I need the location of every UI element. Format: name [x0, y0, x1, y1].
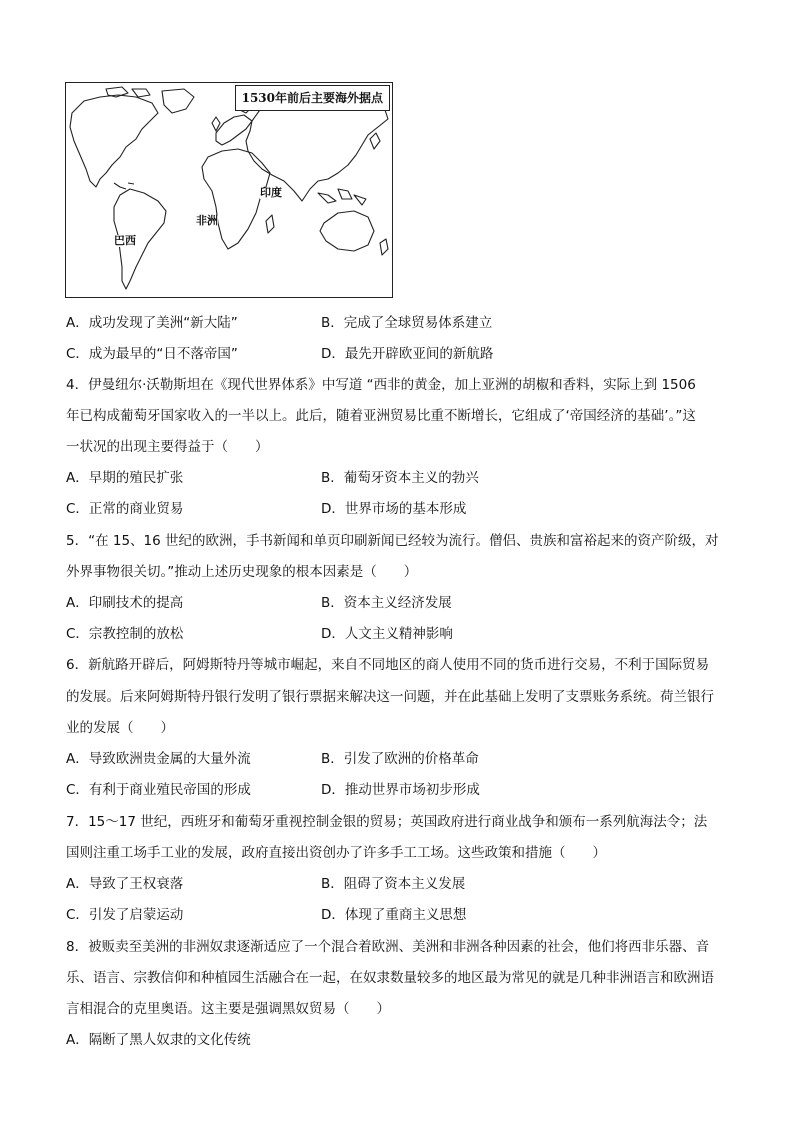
new-zealand-outline [380, 239, 388, 255]
q7-option-d: D．体现了重商主义思想 [321, 907, 467, 923]
q6-stem-line-2: 的发展。后来阿姆斯特丹银行发明了银行票据来解决这一问题，并在此基础上发明了支票账务系统。荷兰银行 [66, 689, 714, 705]
q4-stem-line-1: 4．伊曼纽尔·沃勒斯坦在《现代世界体系》中写道 “西非的黄金，加上亚洲的胡椒和香料，实际上到 1506 [66, 377, 696, 393]
q8-stem-line-2: 乐、语言、宗教信仰和种植园生活融合在一起，在奴隶数量较多的地区最为常见的就是几种非洲语言和欧洲语 [66, 970, 714, 986]
q3-option-d: D．最先开辟欧亚间的新航路 [321, 346, 494, 362]
map-label-africa: 非洲 [196, 214, 218, 227]
map-label-india: 印度 [260, 186, 282, 199]
q4-option-c: C．正常的商业贸易 [66, 501, 184, 517]
q7-stem-line-1: 7．15～17 世纪，西班牙和葡萄牙重视控制金银的贸易；英国政府进行商业战争和颁布一系列航海法令；法 [66, 814, 708, 830]
q7-option-c: C．引发了启蒙运动 [66, 907, 184, 923]
q8-stem-line-3: 言相混合的克里奥语。这主要是强调黑奴贸易（ ） [66, 1001, 390, 1017]
japan-outline [370, 133, 380, 149]
q6-stem-line-1: 6．新航路开辟后，阿姆斯特丹等城市崛起，来自不同地区的商人使用不同的货币进行交易，不利于国际贸易 [66, 657, 710, 673]
world-map-drawing [66, 83, 392, 297]
africa-outline [202, 149, 270, 249]
north-america-outline [70, 95, 158, 187]
q5-option-c: C．宗教控制的放松 [66, 626, 184, 642]
q3-option-b: B．完成了全球贸易体系建立 [321, 315, 493, 331]
q6-stem-line-3: 业的发展（ ） [66, 720, 174, 736]
q4-option-d: D．世界市场的基本形成 [321, 501, 467, 517]
map-title: 1530年前后主要海外据点 [235, 85, 390, 111]
q4-stem-line-3: 一状况的出现主要得益于（ ） [66, 439, 269, 455]
q6-option-c: C．有利于商业殖民帝国的形成 [66, 782, 251, 798]
world-map-figure [65, 82, 393, 298]
caribbean-outline [114, 183, 134, 189]
q6-option-a: A．导致欧洲贵金属的大量外流 [66, 751, 251, 767]
q8-option-a: A．隔断了黑人奴隶的文化传统 [66, 1032, 251, 1048]
madagascar-outline [266, 215, 274, 233]
q4-stem-line-2: 年已构成葡萄牙国家收入的一半以上。此后，随着亚洲贸易比重不断增长，它组成了‘帝国经济的基础’。”这 [66, 408, 696, 424]
q5-option-b: B．资本主义经济发展 [321, 595, 452, 611]
q7-option-a: A．导致了王权衰落 [66, 876, 184, 892]
q5-stem-line-1: 5．“在 15、16 世纪的欧洲，手书新闻和单页印刷新闻已经较为流行。僧侣、贵族和富裕起来的资产阶级，对 [66, 533, 719, 549]
q5-option-d: D．人文主义精神影响 [321, 626, 453, 642]
greenland-outline [162, 89, 194, 113]
australia-outline [320, 211, 374, 251]
q6-option-b: B．引发了欧洲的价格革命 [321, 751, 479, 767]
map-label-brazil: 巴西 [114, 234, 136, 247]
q3-option-c: C．成为最早的“日不落帝国” [66, 346, 238, 362]
q5-option-a: A．印刷技术的提高 [66, 595, 184, 611]
q7-stem-line-2: 国则注重工场手工业的发展，政府直接出资创办了许多手工工场。这些政策和措施（ ） [66, 845, 606, 861]
q6-option-d: D．推动世界市场初步形成 [321, 782, 480, 798]
q7-option-b: B．阻碍了资本主义发展 [321, 876, 466, 892]
q8-stem-line-1: 8．被贩卖至美洲的非洲奴隶逐渐适应了一个混合着欧洲、美洲和非洲各种因素的社会，他们将西非乐器、音 [66, 939, 710, 955]
southeast-asia-islands-outline [318, 189, 366, 205]
q3-option-a: A．成功发现了美洲“新大陆” [66, 315, 238, 331]
q4-option-a: A．早期的殖民扩张 [66, 470, 184, 486]
q4-option-b: B．葡萄牙资本主义的勃兴 [321, 470, 479, 486]
q5-stem-line-2: 外界事物很关切。”推动上述历史现象的根本因素是（ ） [66, 564, 418, 580]
